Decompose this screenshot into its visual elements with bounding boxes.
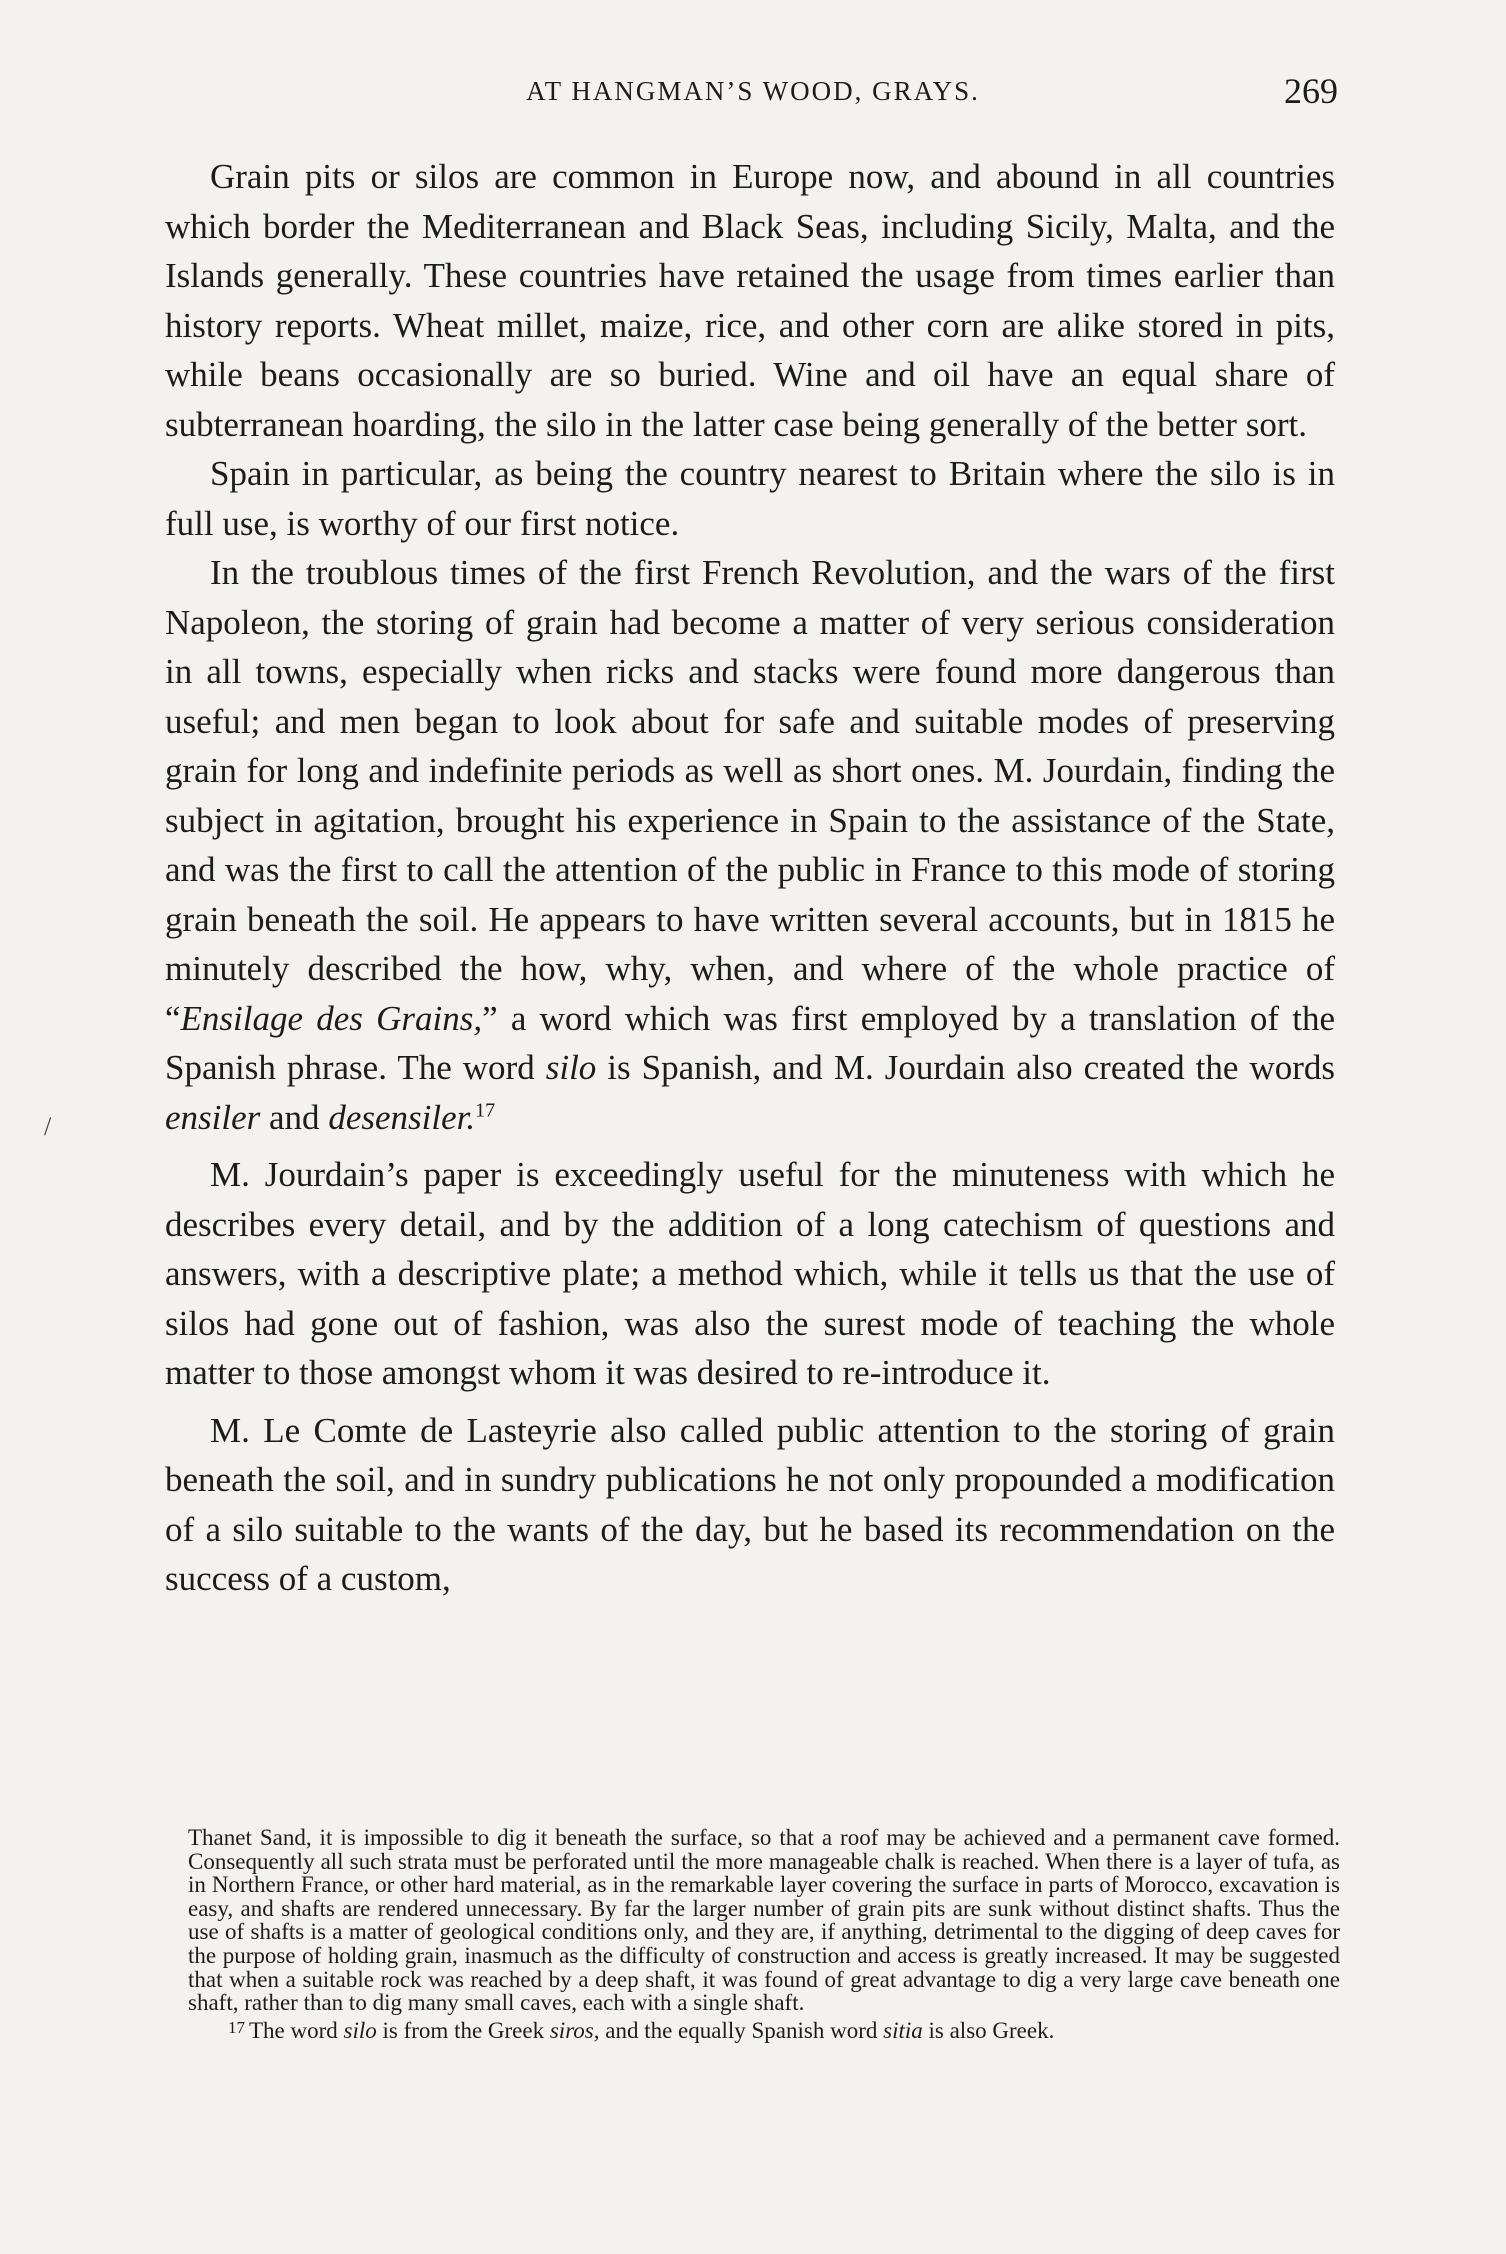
paragraph-text: ” a word which was first employed by a translation of the Spanish phrase. The word (165, 998, 1335, 1087)
margin-pencil-mark: / (44, 1112, 52, 1141)
footnotes (188, 1826, 1340, 2042)
running-head (168, 66, 1338, 116)
footnote-17 (188, 2016, 1340, 2043)
italic-term: sitia (883, 2017, 923, 2043)
italic-term: desensiler. (328, 1097, 476, 1137)
paragraph-text: and (260, 1097, 329, 1137)
page-number: 269 (1284, 71, 1338, 111)
italic-term: siros, (549, 2017, 600, 2043)
paragraph-text: In the troublous times of the first French Revolution, and the wars of the first Napoleon, the storing of grain had become a matter of very serious consideration in all towns, especially when ricks and stacks were found more dangerous than useful; and men began to look about for safe and suitable modes of preserving grain for long and indefinite periods as well as short ones. M. Jourdain, finding the subject in agitation, brought his experience in Spain to the assistance of the State, and was the first to call the attention of the public in France to this mode of storing grain beneath the soil. He appears to have written several accounts, but in 1815 he minutely described the how, why, when, and where of the whole practice of “ (165, 553, 1335, 1038)
paragraph-spain: Spain in particular, as being the country nearest to Britain where the silo is in full use, is worthy of our first notice. (165, 454, 1335, 543)
body-text (165, 152, 1335, 1604)
italic-term: Ensilage des Grains, (180, 998, 483, 1038)
footnote-continued: Thanet Sand, it is impossible to dig it beneath the surface, so that a roof may be achieved and a permanent cave formed. Consequently all such strata must be perforated until the more manageable chalk is reached. When there is a layer of tufa, as in Northern France, or other hard material, as in the remarkable layer covering the surface in parts of Morocco, excavation is easy, and shafts are rendered unnecessary. By far the larger number of grain pits are sunk without distinct shafts. Thus the use of shafts is a matter of geological conditions only, and they are, if anything, detrimental to the digging of deep caves for the purpose of holding grain, inasmuch as the difficulty of construction and access is greatly increased. It may be suggested that when a suitable rock was reached by a deep shaft, it was found of great advantage to dig a very large cave beneath one shaft, rather than to dig many small caves, each with a single shaft. (188, 1825, 1340, 2016)
footnote-text: is from the Greek (376, 2017, 550, 2043)
italic-term: silo (545, 1048, 597, 1087)
footnote-text: The word (249, 2017, 344, 2043)
running-title: AT HANGMAN’S WOOD, GRAYS. (526, 76, 980, 106)
footnote-ref-17: 17 (475, 1098, 496, 1121)
paragraph-grain-pits: Grain pits or silos are common in Europe now, and abound in all countries which border the Mediterranean and Black Seas, including Sicily, Malta, and the Islands generally. These countries have retained the usage from times earlier than history reports. Wheat millet, maize, rice, and other corn are alike stored in pits, while beans occasionally are so buried. Wine and oil have an equal share of subterranean hoarding, the silo in the latter case being generally of the better sort. (165, 157, 1335, 444)
paragraph-text: is Spanish, and M. Jourdain also created the words (596, 1048, 1336, 1087)
italic-term: ensiler (165, 1097, 261, 1137)
italic-term: silo (343, 2017, 377, 2043)
footnote-number: 17 (228, 2017, 245, 2037)
paragraph-jourdain-paper: M. Jourdain’s paper is exceedingly useful for the minuteness with which he describes every detail, and by the addition of a long catechism of questions and answers, with a descriptive plate; a method which, while it tells us that the use of silos had gone out of fashion, was also the surest mode of teaching the whole matter to those amongst whom it was desired to re-introduce it. (165, 1155, 1335, 1392)
footnote-text: and the equally Spanish word (599, 2017, 884, 2043)
paragraph-lasteyrie: M. Le Comte de Lasteyrie also called public attention to the storing of grain beneath the soil, and in sundry publications he not only propounded a modification of a silo suitable to the wants of the day, but he based its recommendation on the success of a custom, (165, 1410, 1335, 1598)
footnote-text: is also Greek. (922, 2017, 1055, 2043)
paragraph-jourdain (165, 548, 1335, 1142)
